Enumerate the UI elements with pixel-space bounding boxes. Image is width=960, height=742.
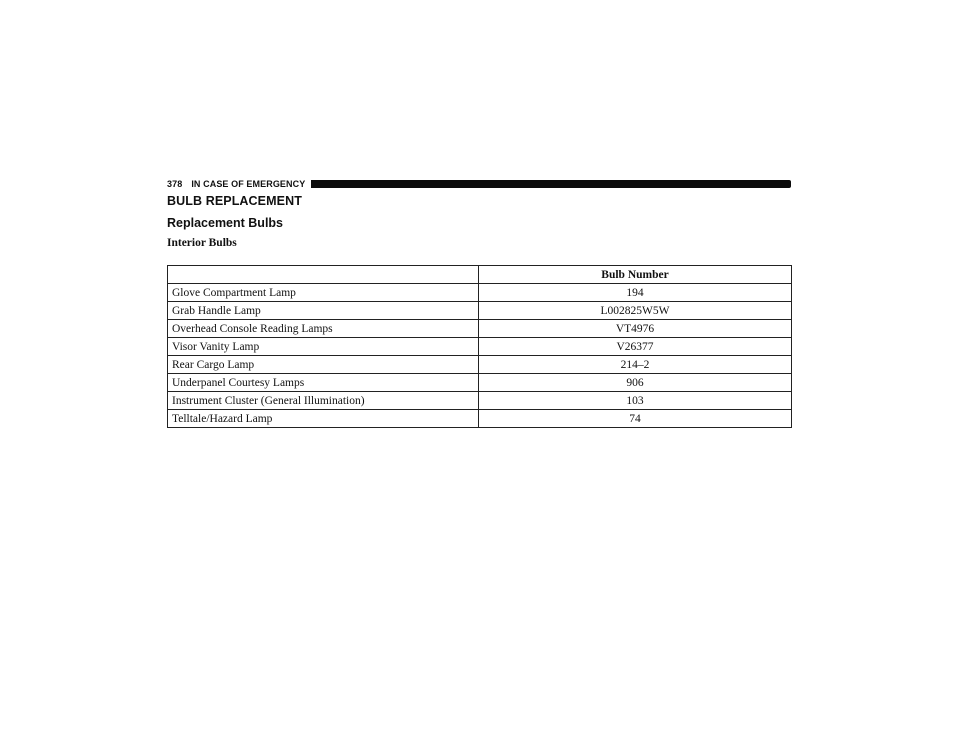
lamp-name: Underpanel Courtesy Lamps bbox=[168, 374, 479, 392]
column-header-bulb-number: Bulb Number bbox=[479, 266, 792, 284]
table-header-row bbox=[168, 266, 792, 284]
page-heading: BULB REPLACEMENT bbox=[167, 194, 302, 208]
column-header-lamp bbox=[168, 266, 479, 284]
table-row bbox=[168, 302, 792, 320]
bulb-number: L002825W5W bbox=[479, 302, 792, 320]
lamp-name: Instrument Cluster (General Illumination) bbox=[168, 392, 479, 410]
table-row bbox=[168, 338, 792, 356]
lamp-name: Grab Handle Lamp bbox=[168, 302, 479, 320]
bulb-number: VT4976 bbox=[479, 320, 792, 338]
lamp-name: Glove Compartment Lamp bbox=[168, 284, 479, 302]
running-head bbox=[167, 177, 791, 191]
header-rule bbox=[311, 180, 791, 188]
lamp-name: Overhead Console Reading Lamps bbox=[168, 320, 479, 338]
table-row bbox=[168, 410, 792, 428]
bulb-number: V26377 bbox=[479, 338, 792, 356]
bulb-number: 194 bbox=[479, 284, 792, 302]
table-row bbox=[168, 284, 792, 302]
interior-bulbs-table bbox=[167, 265, 792, 428]
subheading: Replacement Bulbs bbox=[167, 216, 284, 230]
bulb-number: 214–2 bbox=[479, 356, 792, 374]
bulb-number: 103 bbox=[479, 392, 792, 410]
lamp-name: Telltale/Hazard Lamp bbox=[168, 410, 479, 428]
page-number: 378 bbox=[167, 179, 183, 189]
lamp-name: Rear Cargo Lamp bbox=[168, 356, 479, 374]
table-row bbox=[168, 356, 792, 374]
table-row bbox=[168, 374, 792, 392]
section-title: IN CASE OF EMERGENCY bbox=[191, 179, 306, 189]
lamp-name: Visor Vanity Lamp bbox=[168, 338, 479, 356]
table-row bbox=[168, 392, 792, 410]
table-caption: Interior Bulbs bbox=[167, 237, 237, 249]
bulb-number: 906 bbox=[479, 374, 792, 392]
table-row bbox=[168, 320, 792, 338]
bulb-number: 74 bbox=[479, 410, 792, 428]
